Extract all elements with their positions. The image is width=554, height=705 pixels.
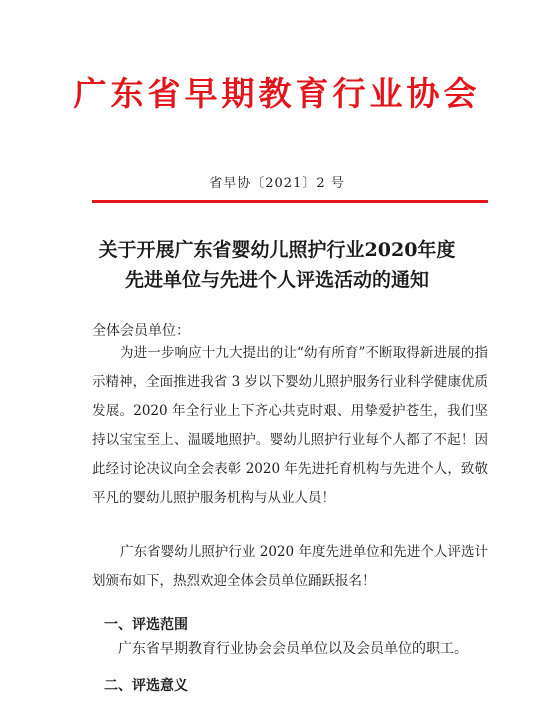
document-title-line-1: 关于开展广东省婴幼儿照护行业2020年度 — [98, 239, 456, 261]
body-paragraph-2: 广东省婴幼儿照护行业 2020 年度先进单位和先进个人评选计划颁布如下，热烈欢迎全体会员单位踊跃报名！ — [92, 544, 488, 589]
document-number: 省早协〔2021〕2 号 — [209, 176, 345, 191]
body-paragraph-1: 为进一步响应十九大提出的让“幼有所育”不断取得新进展的指示精神，全面推进我省 3 岁以下婴幼儿照护服务行业科学健康优质发展。2020 年全行业上下齐心共克时艰、用挚爱护苍生，我们坚持以宝宝至上、温暖地照护。婴幼儿照护行业每个人都了不起！因此经讨论决议向全会表彰 2020 年先进托育机构与先进个人，致敬平凡的婴幼儿照护服务机构与从业人员！ — [92, 345, 488, 506]
organization-title: 广东省早期教育行业协会 — [73, 74, 481, 113]
document-title-line-2: 先进单位与先进个人评选活动的通知 — [124, 269, 429, 291]
section-heading-significance: 二、评选意义 — [104, 678, 188, 694]
red-divider-line — [92, 200, 488, 203]
document-title — [0, 235, 554, 295]
salutation: 全体会员单位： — [92, 323, 190, 339]
section-text-scope: 广东省早期教育行业协会会员单位以及会员单位的职工。 — [118, 641, 468, 657]
section-heading-scope: 一、评选范围 — [104, 617, 188, 633]
